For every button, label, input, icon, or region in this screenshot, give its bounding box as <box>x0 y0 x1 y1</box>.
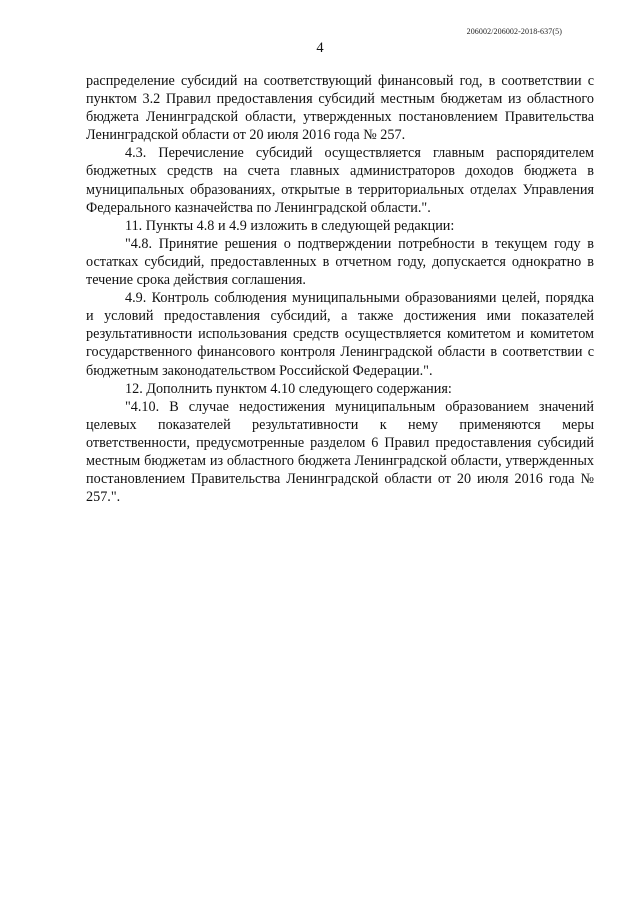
paragraph-4-10: "4.10. В случае недостижения муниципальным образованием значений целевых показателей результативности к нему применяются меры ответственности, предусмотренные разделом 6 Правил предоставления субсидий местным бюджетам из областного бюджета Ленинградской области, утвержденных постановлением Правительства Ленинградской области от 20 июля 2016 года № 257.". <box>86 398 594 506</box>
paragraph-4-8: "4.8. Принятие решения о подтверждении потребности в текущем году в остатках субсидий, предоставленных в отчетном году, допускается однократно в течение срока действия соглашения. <box>86 235 594 289</box>
page-number: 4 <box>316 40 324 56</box>
document-code: 206002/206002-2018-637(5) <box>466 27 562 36</box>
paragraph-item-11: 11. Пункты 4.8 и 4.9 изложить в следующей редакции: <box>125 217 455 234</box>
paragraph-item-12: 12. Дополнить пунктом 4.10 следующего содержания: <box>125 380 452 397</box>
paragraph-4-9: 4.9. Контроль соблюдения муниципальными образованиями целей, порядка и условий предоставления субсидий, а также достижения ими показателей результативности использования средств осуществляется комитетом и комитетом государственного финансового контроля Ленинградской области в соответствии с бюджетным законодательством Российской Федерации.". <box>86 290 594 379</box>
paragraph-subsidy-distribution: распределение субсидий на соответствующий финансовый год, в соответствии с пунктом 3.2 Правил предоставления субсидий местным бюджетам из областного бюджета Ленинградской области, утвержденных постановлением Правительства Ленинградской области от 20 июля 2016 года № 257. <box>86 73 594 144</box>
paragraph-4-3: 4.3. Перечисление субсидий осуществляется главным распорядителем бюджетных средств на счета главных администраторов доходов бюджета в муниципальных образованиях, открытые в территориальных отделах Управления Федерального казначейства по Ленинградской области.". <box>86 145 594 216</box>
document-body <box>86 72 594 506</box>
